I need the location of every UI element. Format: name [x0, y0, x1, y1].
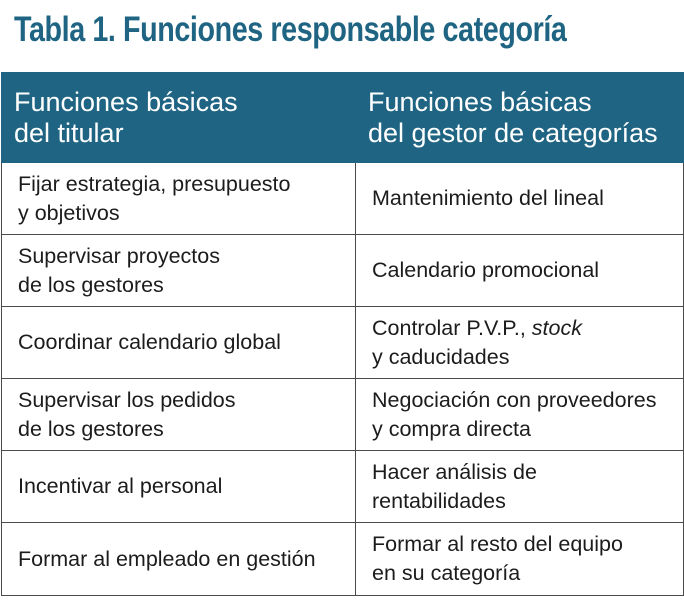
cell-titular: Formar al empleado en gestión [2, 523, 356, 596]
column-header-titular: Funciones básicas del titular [2, 73, 356, 163]
cell-titular: Coordinar calendario global [2, 307, 356, 379]
cell-titular: Supervisar los pedidos de los gestores [2, 379, 356, 451]
cell-gestor: Formar al resto del equipo en su categoría [356, 523, 684, 596]
table-row [2, 379, 684, 451]
table-row [2, 523, 684, 596]
cell-gestor: Negociación con proveedores y compra directa [356, 379, 684, 451]
cell-gestor [356, 307, 684, 379]
table-row [2, 451, 684, 523]
cell-gestor-emphasis: stock [531, 315, 582, 340]
cell-titular: Fijar estrategia, presupuesto y objetivos [2, 163, 356, 235]
table-title: Tabla 1. Funciones responsable categoría [14, 10, 567, 49]
cell-gestor: Mantenimiento del lineal [356, 163, 684, 235]
cell-gestor: Calendario promocional [356, 235, 684, 307]
cell-gestor-text-end: y caducidades [372, 344, 510, 369]
table-header-row [2, 73, 684, 163]
functions-table [1, 72, 684, 596]
table-row [2, 235, 684, 307]
table-row [2, 163, 684, 235]
column-header-gestor: Funciones básicas del gestor de categorías [356, 73, 684, 163]
cell-titular: Incentivar al personal [2, 451, 356, 523]
cell-gestor-text: Controlar P.V.P., [372, 315, 532, 340]
table-row [2, 307, 684, 379]
cell-gestor: Hacer análisis de rentabilidades [356, 451, 684, 523]
cell-titular: Supervisar proyectos de los gestores [2, 235, 356, 307]
